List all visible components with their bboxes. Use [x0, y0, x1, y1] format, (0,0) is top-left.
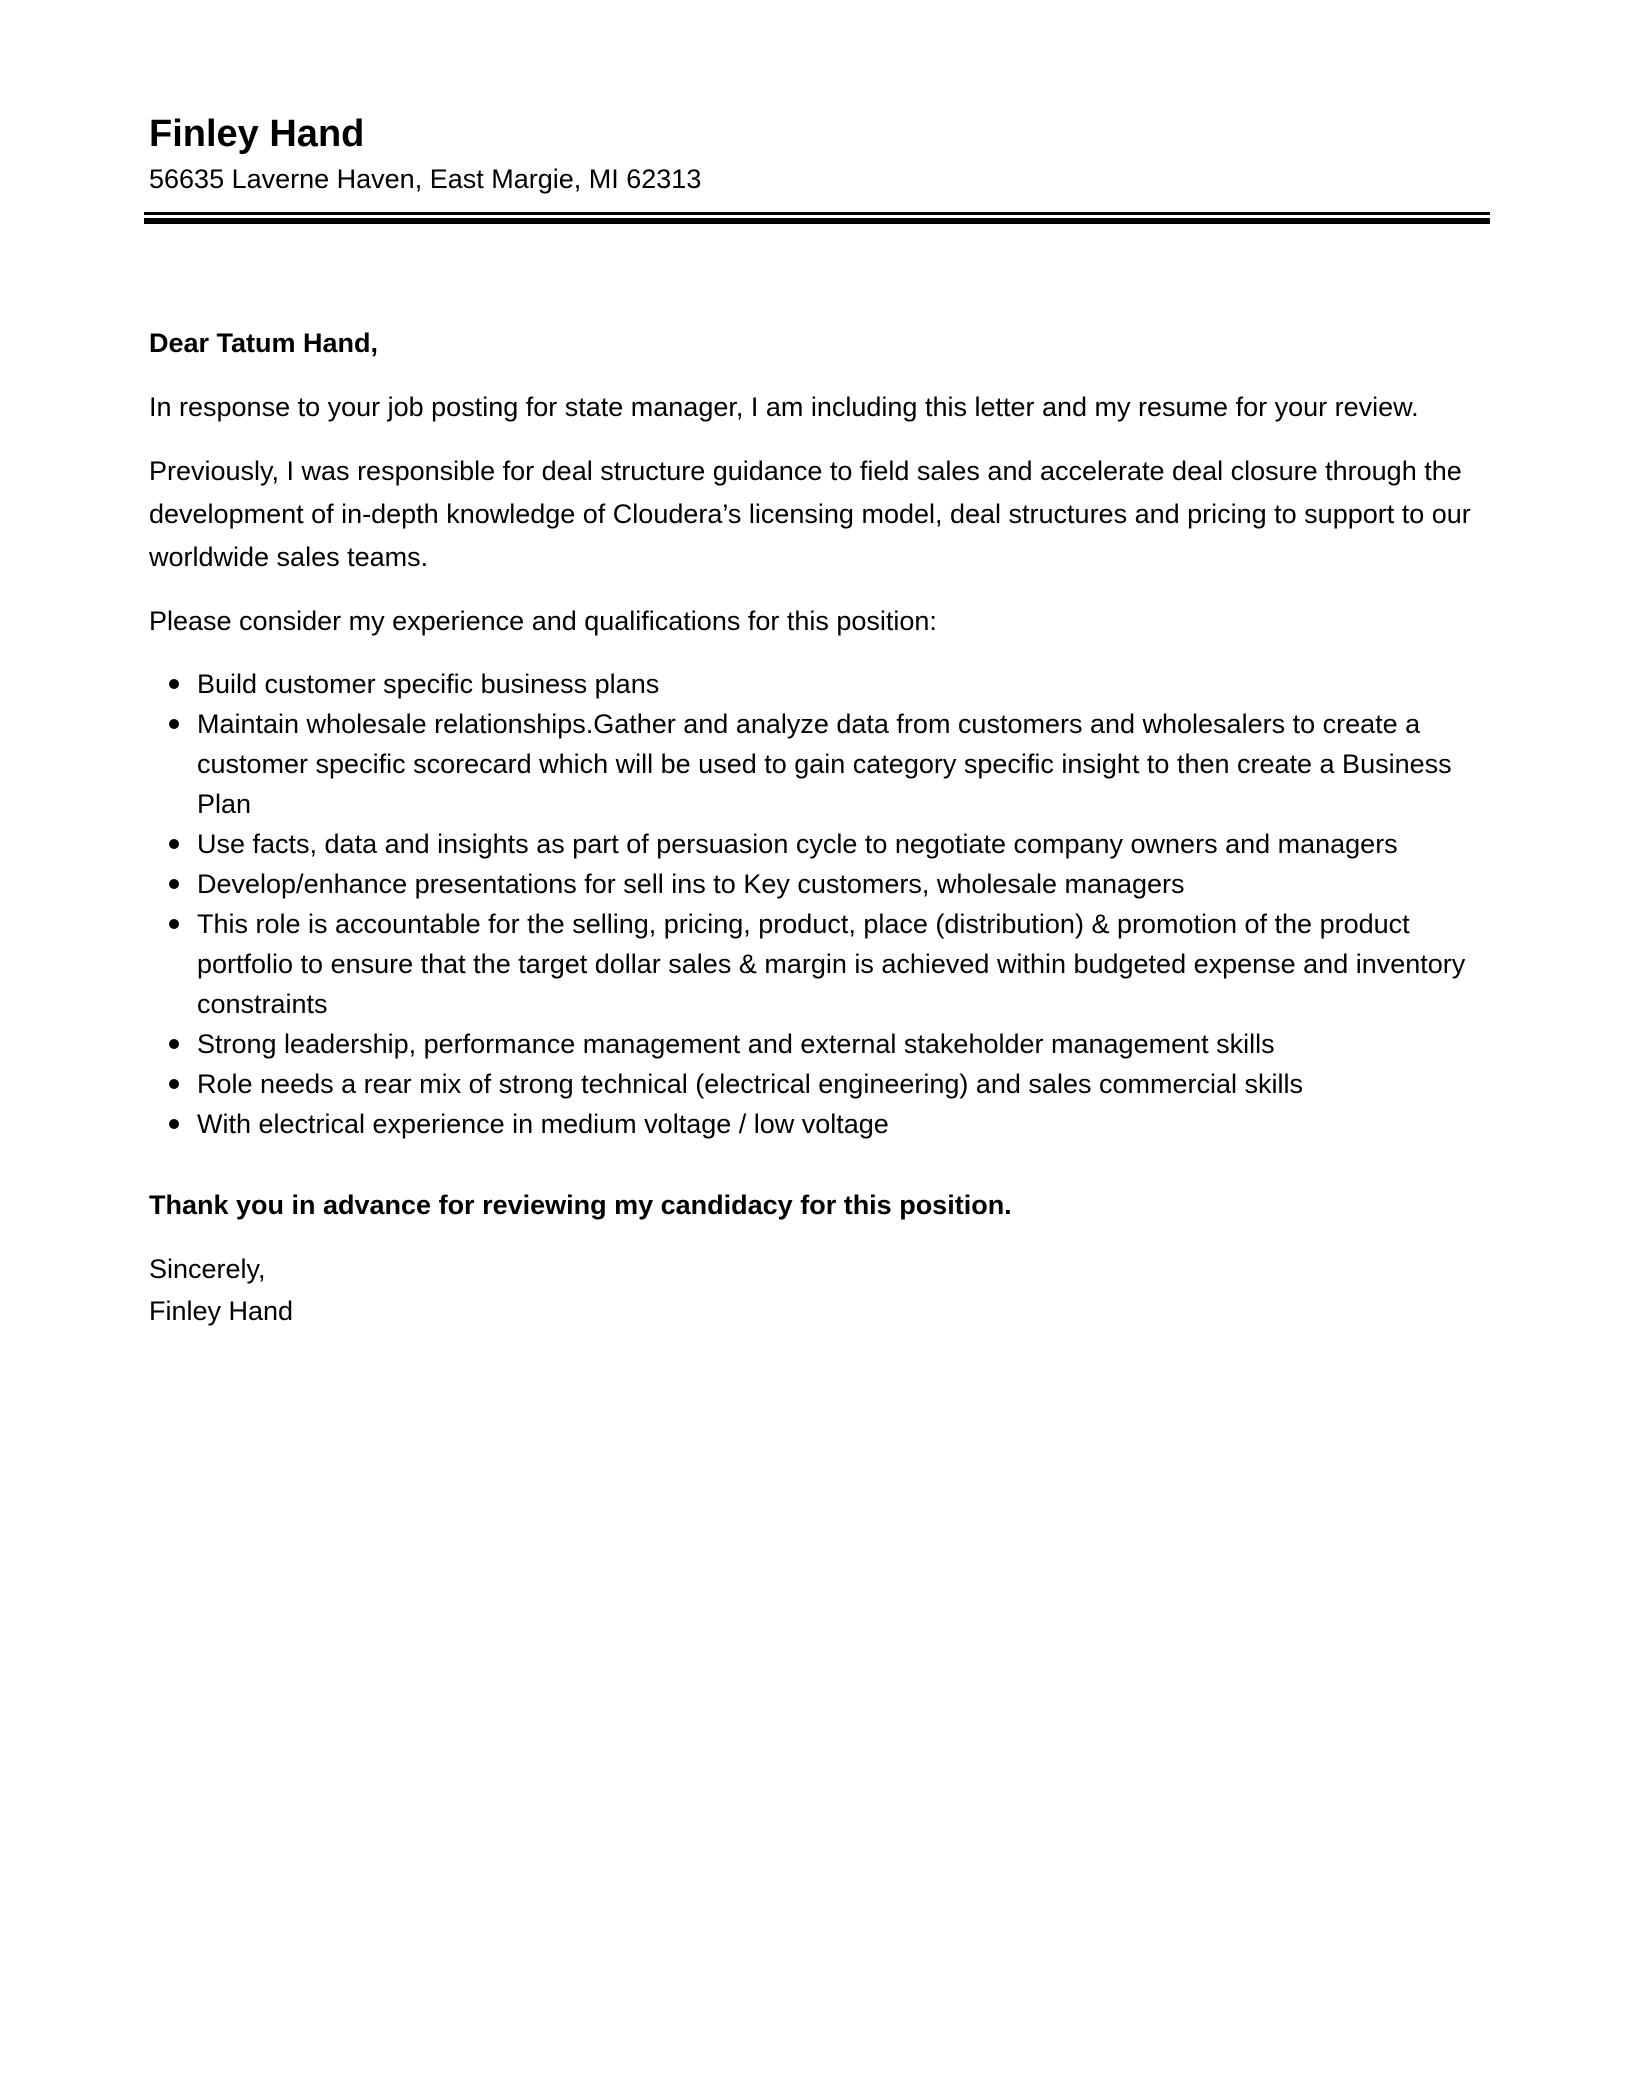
list-item-text: With electrical experience in medium voltage / low voltage [197, 1109, 889, 1139]
bullet-icon [169, 679, 179, 689]
qualifications-list [149, 664, 1489, 1144]
header-divider [144, 212, 1490, 224]
list-item [149, 1104, 1489, 1144]
letter-body [149, 322, 1489, 1332]
bullet-icon [169, 1119, 179, 1129]
salutation: Dear Tatum Hand, [149, 328, 379, 358]
list-item-text: Develop/enhance presentations for sell ins to Key customers, wholesale managers [197, 869, 1185, 899]
list-item-text: Strong leadership, performance management and external stakeholder management skills [197, 1029, 1275, 1059]
sender-name: Finley Hand [149, 113, 365, 155]
bullet-icon [169, 839, 179, 849]
list-item [149, 664, 1489, 704]
header-divider-thick-line [144, 218, 1490, 224]
experience-paragraph: Previously, I was responsible for deal structure guidance to field sales and accelerate deal closure through the development of in-depth knowledge of Cloudera’s licensing model, deal structures and pricing to support to our worldwide sales teams. [149, 456, 1471, 572]
list-item [149, 824, 1489, 864]
bullet-icon [169, 879, 179, 889]
closing: Sincerely, [149, 1254, 266, 1284]
list-item [149, 704, 1489, 824]
list-item [149, 904, 1489, 1024]
qualifications-intro: Please consider my experience and qualifications for this position: [149, 606, 937, 636]
list-item [149, 864, 1489, 904]
sender-address: 56635 Laverne Haven, East Margie, MI 62313 [149, 164, 702, 194]
list-item-text: Maintain wholesale relationships.Gather and analyze data from customers and wholesalers to create a customer specific scorecard which will be used to gain category specific insight to then create a Business Plan [197, 709, 1452, 819]
thank-you-line: Thank you in advance for reviewing my candidacy for this position. [149, 1190, 1012, 1220]
bullet-icon [169, 719, 179, 729]
list-item [149, 1024, 1489, 1064]
bullet-icon [169, 919, 179, 929]
list-item [149, 1064, 1489, 1104]
list-item-text: Build customer specific business plans [197, 669, 660, 699]
intro-paragraph: In response to your job posting for state manager, I am including this letter and my resume for your review. [149, 392, 1419, 422]
list-item-text: Role needs a rear mix of strong technical (electrical engineering) and sales commercial skills [197, 1069, 1303, 1099]
signature: Finley Hand [149, 1296, 294, 1326]
list-item-text: This role is accountable for the selling, pricing, product, place (distribution) & promotion of the product portfolio to ensure that the target dollar sales & margin is achieved within budgeted expense and inventory constraints [197, 909, 1466, 1019]
bullet-icon [169, 1039, 179, 1049]
list-item-text: Use facts, data and insights as part of persuasion cycle to negotiate company owners and managers [197, 829, 1398, 859]
letter-header [149, 108, 1489, 198]
bullet-icon [169, 1079, 179, 1089]
